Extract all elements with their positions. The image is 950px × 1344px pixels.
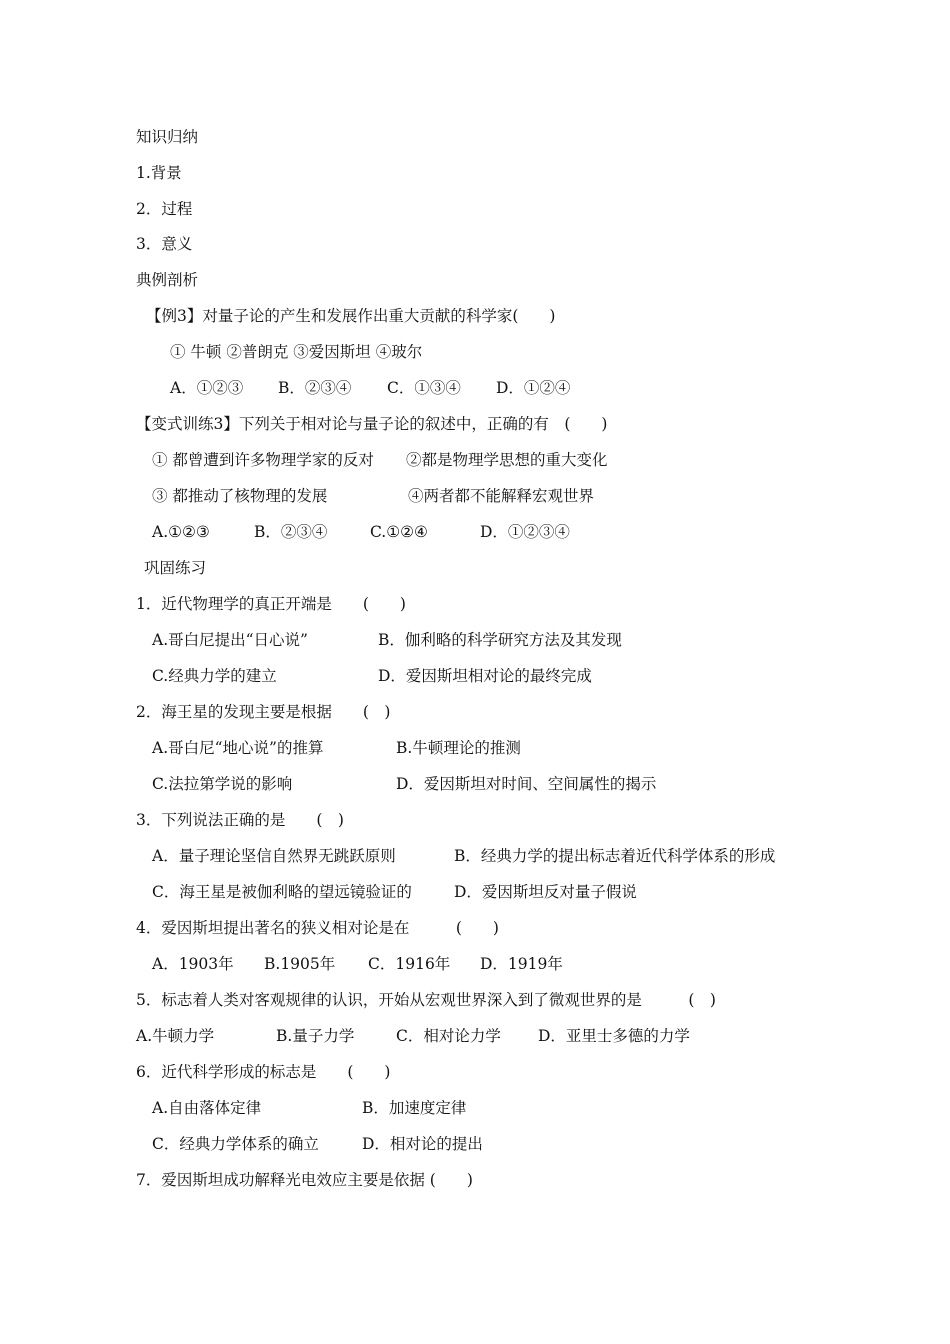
- question-4-option-a: A．1903年: [152, 955, 234, 973]
- question-2-option-c: C.法拉第学说的影响: [152, 775, 293, 793]
- question-6-option-b: B．加速度定律: [362, 1099, 467, 1117]
- question-5-option-c: C．相对论力学: [396, 1027, 501, 1045]
- variant-3-option-d: D．①②③④: [480, 523, 570, 541]
- question-3-option-a: A．量子理论坚信自然界无跳跃原则: [152, 847, 396, 865]
- question-3-option-d: D．爱因斯坦反对量子假说: [454, 883, 637, 901]
- knowledge-item-significance: 3．意义: [136, 235, 193, 253]
- question-6-option-a: A.自由落体定律: [152, 1099, 262, 1117]
- question-4-stem: 4．爱因斯坦提出著名的狭义相对论是在 ( ): [136, 919, 499, 937]
- question-5-option-a: A.牛顿力学: [136, 1027, 215, 1045]
- question-5-option-b: B.量子力学: [276, 1027, 355, 1045]
- question-2-option-a: A.哥白尼“地心说”的推算: [152, 739, 324, 757]
- variant-3-item-1: ① 都曾遭到许多物理学家的反对: [152, 451, 374, 469]
- question-5-stem: 5．标志着人类对客观规律的认识，开始从宏观世界深入到了微观世界的是 ( ): [136, 991, 716, 1009]
- question-2-option-d: D．爱因斯坦对时间、空间属性的揭示: [396, 775, 657, 793]
- question-1-stem: 1．近代物理学的真正开端是 ( ): [136, 595, 406, 613]
- question-6-option-c: C．经典力学体系的确立: [152, 1135, 319, 1153]
- question-2-option-b: B.牛顿理论的推测: [396, 739, 521, 757]
- question-2-stem: 2．海王星的发现主要是根据 ( ): [136, 703, 391, 721]
- question-3-option-c: C．海王星是被伽利略的望远镜验证的: [152, 883, 412, 901]
- question-6-stem: 6．近代科学形成的标志是 ( ): [136, 1063, 391, 1081]
- example-3-option-c: C．①③④: [387, 379, 461, 397]
- question-3-stem: 3．下列说法正确的是 ( ): [136, 811, 344, 829]
- example-3-option-d: D．①②④: [496, 379, 571, 397]
- variant-3-item-4: ④两者都不能解释宏观世界: [408, 487, 595, 505]
- question-1-option-d: D．爱因斯坦相对论的最终完成: [378, 667, 592, 685]
- question-6-option-d: D．相对论的提出: [362, 1135, 483, 1153]
- section-heading-knowledge: 知识归纳: [136, 128, 199, 146]
- example-3-option-b: B．②③④: [278, 379, 352, 397]
- example-3-option-a: A．①②③: [170, 379, 244, 397]
- example-3-stem: 【例3】对量子论的产生和发展作出重大贡献的科学家( ): [146, 307, 556, 325]
- variant-3-option-b: B．②③④: [254, 523, 328, 541]
- question-4-option-c: C．1916年: [368, 955, 451, 973]
- question-7-stem: 7．爱因斯坦成功解释光电效应主要是依据 ( ): [136, 1171, 473, 1189]
- section-heading-practice: 巩固练习: [144, 559, 207, 577]
- question-4-option-b: B.1905年: [264, 955, 336, 973]
- variant-3-option-a: A.①②③: [152, 523, 210, 541]
- variant-3-item-3: ③ 都推动了核物理的发展: [152, 487, 328, 505]
- question-3-option-b: B．经典力学的提出标志着近代科学体系的形成: [454, 847, 776, 865]
- variant-3-stem: 【变式训练3】下列关于相对论与量子论的叙述中，正确的有 ( ): [136, 415, 608, 433]
- knowledge-item-process: 2．过程: [136, 200, 193, 218]
- question-1-option-a: A.哥白尼提出“日心说”: [152, 631, 308, 649]
- question-1-option-c: C.经典力学的建立: [152, 667, 277, 685]
- section-heading-examples: 典例剖析: [136, 271, 199, 289]
- question-4-option-d: D．1919年: [480, 955, 563, 973]
- question-1-option-b: B．伽利略的科学研究方法及其发现: [378, 631, 622, 649]
- question-5-option-d: D．亚里士多德的力学: [538, 1027, 690, 1045]
- variant-3-option-c: C.①②④: [370, 523, 428, 541]
- variant-3-item-2: ②都是物理学思想的重大变化: [406, 451, 608, 469]
- knowledge-item-background: 1.背景: [136, 164, 182, 182]
- example-3-items: ① 牛顿 ②普朗克 ③爱因斯坦 ④玻尔: [170, 343, 423, 361]
